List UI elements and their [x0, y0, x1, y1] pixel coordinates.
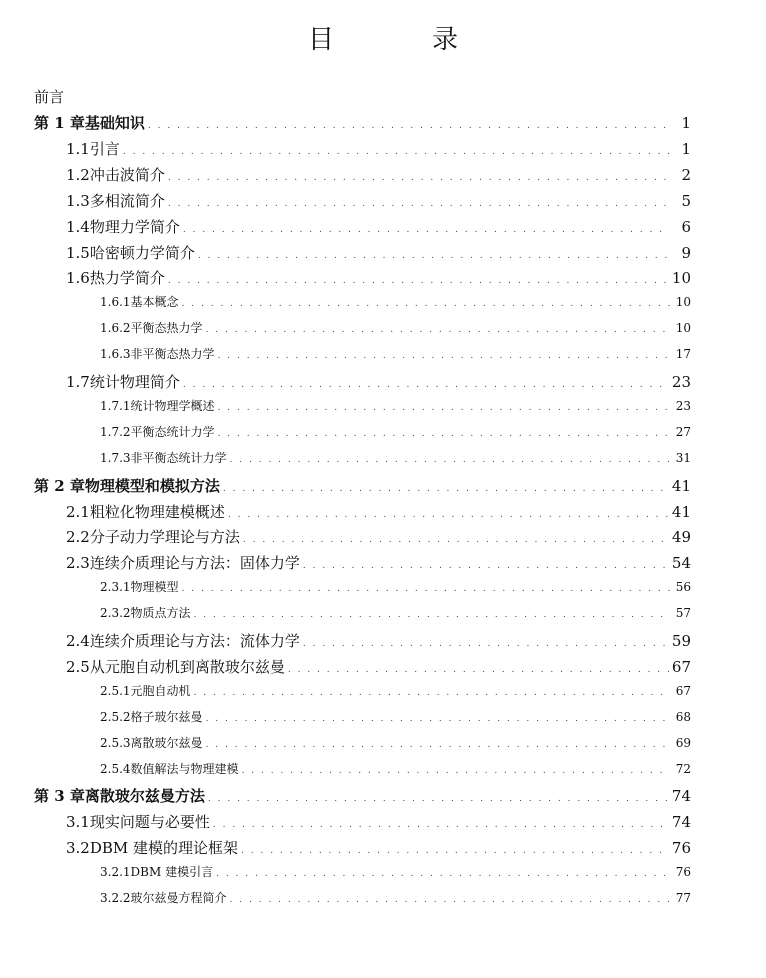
dot-leader	[303, 632, 669, 650]
toc-entry-title: 离散玻尔兹曼	[130, 735, 203, 750]
toc-entry-section[interactable]	[66, 190, 691, 211]
toc-entry-title: 冲击波简介	[89, 165, 165, 184]
toc-entry-number: 2.5.2	[100, 709, 131, 724]
toc-entry-number: 1.7.2	[100, 424, 131, 439]
toc-entry-number: 2.5.1	[100, 683, 131, 698]
toc-entry-number: 第 2 章	[34, 476, 85, 495]
toc-entry-number: 2.3.2	[100, 606, 131, 621]
toc-entry-number: 1.2	[66, 165, 90, 184]
toc-entry-title: 数值解法与物理建模	[130, 761, 239, 776]
toc-entry-number: 2.5.4	[100, 761, 131, 776]
toc-entry-page-number: 57	[675, 606, 691, 621]
dot-leader	[183, 373, 669, 391]
toc-entry-number: 第 1 章	[34, 114, 85, 132]
toc-entry-subsection[interactable]	[100, 293, 691, 310]
toc-entry-number: 2.3	[66, 554, 90, 573]
toc-entry-number: 1.7.1	[100, 398, 131, 413]
dot-leader	[218, 425, 670, 439]
toc-entry-number: 3.2.2	[100, 891, 131, 905]
toc-entry-title: 物理力学简介	[89, 217, 180, 236]
toc-entry-page-number: 9	[681, 243, 691, 262]
toc-entry-section[interactable]	[66, 138, 691, 159]
toc-entry-number: 1.6.1	[100, 295, 131, 310]
toc-entry-number: 3.2	[66, 839, 90, 858]
toc-entry-number: 1.7.3	[100, 450, 131, 465]
toc-entry-title: 平衡态统计力学	[130, 424, 215, 439]
toc-entry-section[interactable]	[66, 267, 691, 288]
toc-entry-subsection[interactable]	[100, 734, 691, 751]
dot-leader	[288, 658, 669, 676]
toc-entry-number: 2.5.3	[100, 735, 131, 750]
toc-entry-subsection[interactable]	[100, 397, 691, 414]
toc-entry-number: 1.7	[66, 373, 90, 391]
dot-leader	[241, 839, 669, 857]
toc-entry-title: 多相流简介	[89, 191, 165, 210]
toc-entry-section[interactable]	[66, 526, 691, 547]
toc-entry-title: 统计物理简介	[89, 373, 180, 391]
toc-entry-number: 1.6.2	[100, 321, 131, 336]
toc-entry-section[interactable]	[66, 656, 691, 677]
dot-leader	[182, 580, 670, 594]
dot-leader	[213, 813, 669, 831]
toc-entry-number: 1.5	[66, 243, 90, 262]
toc-entry-preface: 前言	[34, 88, 65, 106]
toc-entry-number: 2.5	[66, 657, 90, 676]
dot-leader	[242, 762, 670, 776]
toc-entry-title: DBM 建模的理论框架	[89, 839, 239, 858]
toc-entry-title: 非平衡态统计力学	[130, 450, 227, 465]
toc-entry-page-number: 74	[671, 813, 691, 832]
toc-entry-page-number: 23	[675, 398, 691, 413]
toc-entry-page-number: 74	[671, 787, 691, 806]
toc-entry-section[interactable]	[66, 371, 691, 392]
toc-entry-subsection[interactable]	[100, 319, 691, 336]
toc-entry-page-number: 6	[681, 217, 691, 236]
toc-entry-subsection[interactable]	[100, 682, 691, 699]
toc-entry-title: 连续介质理论与方法：流体力学	[89, 632, 300, 650]
toc-entry-title: 分子动力学理论与方法	[89, 528, 240, 547]
toc-entry-title: 元胞自动机	[130, 683, 191, 698]
dot-leader	[194, 606, 670, 620]
toc-entry-title: 格子玻尔兹曼	[130, 709, 203, 724]
toc-entry-title: DBM 建模引言	[130, 865, 214, 880]
toc-entry-subsection[interactable]	[100, 423, 691, 440]
toc-entry-number: 2.2	[66, 528, 90, 547]
toc-entry-page-number: 17	[675, 347, 691, 362]
toc-entry-page-number: 31	[675, 450, 691, 465]
toc-entry-page-number: 76	[675, 865, 691, 880]
dot-leader	[216, 865, 670, 879]
dot-leader	[123, 140, 670, 158]
dot-leader	[148, 114, 670, 132]
toc-entry-title: 物质点方法	[130, 606, 191, 621]
toc-entry-number: 2.3.1	[100, 580, 131, 595]
toc-entry-page-number: 1	[681, 114, 691, 132]
toc-entry-chapter[interactable]	[34, 785, 691, 806]
toc-entry-number: 1.6	[66, 269, 90, 288]
toc-entry-section[interactable]	[66, 216, 691, 237]
toc-entry-title: 离散玻尔兹曼方法	[84, 787, 205, 806]
toc-entry-title: 平衡态热力学	[130, 321, 203, 336]
page-title: 目 录	[307, 25, 494, 55]
toc-entry-subsection[interactable]	[100, 578, 691, 595]
toc-entry-page-number: 59	[671, 632, 691, 650]
dot-leader	[243, 528, 669, 546]
dot-leader	[303, 554, 669, 572]
toc-entry-title: 物理模型和模拟方法	[84, 476, 220, 495]
toc-entry-number: 1.1	[66, 139, 90, 158]
toc-entry-section[interactable]	[66, 552, 691, 573]
toc-entry-number: 1.3	[66, 191, 90, 210]
toc-entry-title: 从元胞自动机到离散玻尔兹曼	[89, 657, 285, 676]
toc-entry-title: 非平衡态热力学	[130, 347, 215, 362]
toc-entry-title: 引言	[89, 139, 120, 158]
toc-entry-page-number: 41	[671, 476, 691, 495]
toc-entry-subsection[interactable]	[100, 345, 691, 362]
toc-entry-page-number: 10	[675, 321, 691, 336]
toc-entry-subsection[interactable]	[100, 604, 691, 621]
toc-entry-subsection[interactable]	[100, 863, 691, 880]
toc-entry-chapter[interactable]	[34, 475, 691, 496]
toc-entry-number: 1.4	[66, 217, 90, 236]
toc-entry-page-number: 68	[675, 709, 691, 724]
toc-entry-page-number: 77	[675, 891, 691, 905]
toc-entry-number: 3.1	[66, 813, 90, 832]
toc-entry-section[interactable]	[66, 837, 691, 858]
toc-entry-page-number: 10	[671, 269, 691, 288]
toc-entry-page-number: 67	[671, 657, 691, 676]
dot-leader	[168, 166, 670, 184]
toc-entry-title: 统计物理学概述	[130, 398, 215, 413]
toc-entry-section[interactable]	[66, 164, 691, 185]
toc-entry-page-number: 67	[675, 683, 691, 698]
toc-entry-section[interactable]	[66, 242, 691, 263]
toc-entry-number: 2.4	[66, 632, 90, 650]
toc-entry-page-number: 27	[675, 424, 691, 439]
toc-entry-number: 1.6.3	[100, 347, 131, 362]
toc-entry-title: 现实问题与必要性	[89, 813, 210, 832]
toc-entry-subsection[interactable]	[100, 760, 691, 777]
dot-leader	[183, 218, 670, 236]
toc-entry-page-number: 56	[675, 580, 691, 595]
toc-entry-title: 玻尔兹曼方程简介	[130, 891, 227, 905]
toc-entry-title: 连续介质理论与方法：固体力学	[89, 554, 300, 573]
toc-entry-section[interactable]	[66, 501, 691, 522]
dot-leader	[230, 891, 670, 905]
toc-entry-chapter[interactable]	[34, 112, 691, 133]
toc-entry-subsection[interactable]	[100, 449, 691, 466]
toc-entry-title: 热力学简介	[89, 269, 165, 288]
toc-entry-page-number: 54	[671, 554, 691, 573]
toc-entry-number: 2.1	[66, 502, 90, 521]
toc-entry-title: 基础知识	[84, 114, 145, 132]
toc-entry-number: 第 3 章	[34, 787, 85, 806]
dot-leader	[218, 347, 670, 361]
dot-leader	[182, 295, 670, 309]
toc-entry-subsection[interactable]	[100, 708, 691, 725]
toc-entry-page-number: 5	[681, 191, 691, 210]
toc-entry-page-number: 23	[671, 373, 691, 391]
toc-entry-page-number: 49	[671, 528, 691, 547]
toc-entry-page-number: 76	[671, 839, 691, 858]
dot-leader	[228, 503, 669, 521]
dot-leader	[230, 451, 670, 465]
toc-entry-page-number: 10	[675, 295, 691, 310]
toc-entry-number: 3.2.1	[100, 865, 131, 880]
toc-entry-subsection[interactable]	[100, 889, 691, 906]
toc-entry-title: 哈密顿力学简介	[89, 243, 195, 262]
toc-entry-page-number: 41	[671, 502, 691, 521]
toc-entry-page-number: 72	[675, 761, 691, 776]
toc-entry-title: 粗粒化物理建模概述	[89, 502, 225, 521]
toc-entry-title: 基本概念	[130, 295, 179, 310]
dot-leader	[206, 710, 670, 724]
dot-leader	[168, 269, 669, 287]
toc-entry-page-number: 1	[681, 139, 691, 158]
dot-leader	[208, 787, 669, 805]
toc-entry-section[interactable]	[66, 630, 691, 651]
dot-leader	[223, 477, 669, 495]
toc-entry-page-number: 2	[681, 165, 691, 184]
dot-leader	[168, 192, 670, 210]
toc-entry-page-number: 69	[675, 735, 691, 750]
dot-leader	[206, 321, 670, 335]
dot-leader	[194, 684, 670, 698]
dot-leader	[218, 399, 670, 413]
dot-leader	[198, 244, 670, 262]
dot-leader	[206, 736, 670, 750]
toc-entry-title: 物理模型	[130, 580, 179, 595]
toc-entry-section[interactable]	[66, 811, 691, 832]
